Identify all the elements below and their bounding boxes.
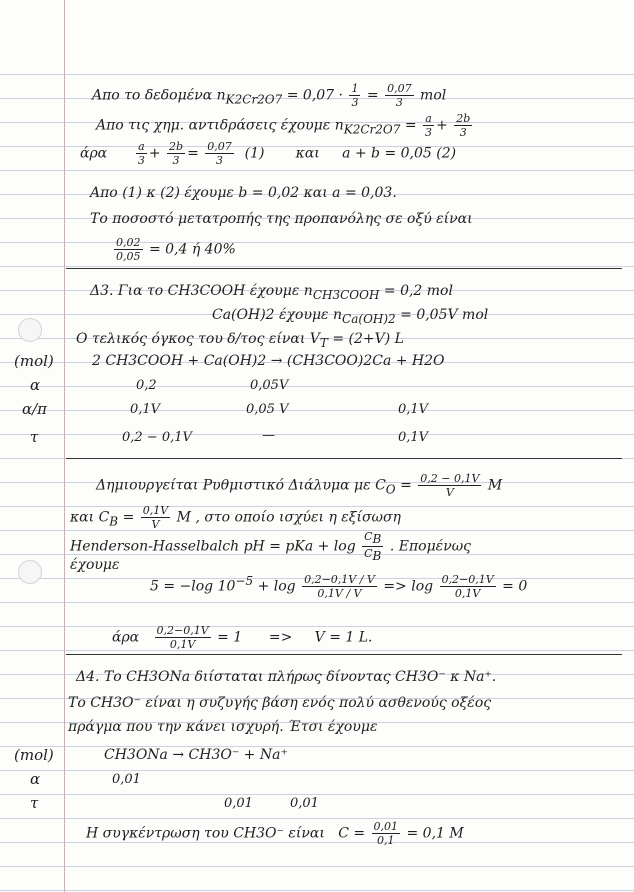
- ruled-line: [0, 866, 634, 867]
- ruled-line: [0, 386, 634, 387]
- cell: —: [262, 428, 275, 443]
- reaction-2: CH3ONa → CH3O⁻ + Na⁺: [104, 747, 288, 763]
- cell: 0,05V: [250, 378, 289, 393]
- line-4: Απο (1) κ (2) έχουμε b = 0,02 και a = 0,03.: [90, 185, 397, 201]
- ruled-line: [0, 266, 634, 267]
- ruled-line: [0, 170, 634, 171]
- buffer-line-2: και $C_B$ = $\frac{0,1V}{V}$ M , στο οποίο ισχύει η εξίσωση: [70, 504, 401, 531]
- cell: 0,1V: [398, 430, 429, 445]
- line-6: $\frac{0,02}{0,05}$ = 0,4 ή 40%: [116, 236, 236, 263]
- separator: [66, 268, 622, 269]
- margin-line: [64, 0, 65, 892]
- punch-hole: [18, 318, 42, 342]
- cell: 0,2: [136, 378, 157, 393]
- row-label-a: α: [30, 376, 41, 394]
- cell: 0,05 V: [246, 402, 289, 417]
- line-2: Απο τις χημ. αντιδράσεις έχουμε $n_{K2Cr2O7}$ = $\frac{a}{3}$ + $\frac{2b}{3}$: [96, 112, 471, 139]
- row-label-a: α: [30, 770, 41, 788]
- buffer-line-4: έχουμε: [70, 557, 120, 573]
- buffer-equation: 5 = −log $10^{-5} + \log$ $\frac{0,2-0,1V / V}{0,1V / V}$ => log $\frac{0,2-0,1V}{0,1V}$ = 0: [150, 573, 528, 601]
- separator: [66, 458, 622, 459]
- cell: 0,1V: [398, 402, 429, 417]
- cell: 0,2 − 0,1V: [122, 430, 192, 445]
- separator: [66, 654, 622, 655]
- punch-hole: [18, 560, 42, 584]
- ruled-line: [0, 746, 634, 747]
- cell: 0,01: [224, 796, 253, 811]
- d3-line-1: Δ3. Για το CH3COOH έχουμε $n_{CH3COOH} = 0,2$ mol: [90, 283, 453, 302]
- buffer-line-1: Δημιουργείται Ρυθμιστικό Διάλυμα με $C_O$ = $\frac{0,2 - 0,1V}{V}$ M: [96, 472, 503, 499]
- ruled-line: [0, 818, 634, 819]
- reaction-1: 2 CH3COOH + Ca(OH)2 → (CH3COO)2Ca + H2O: [92, 353, 445, 369]
- buffer-line-3: Henderson-Hasselbalch pH = pKa + log $\frac{C_B}{C_B}$ . Επομένως: [70, 530, 471, 564]
- d4-line-1: Δ4. Το CH3ONa διίσταται πλήρως δίνοντας CH3O⁻ κ Na⁺.: [76, 669, 497, 685]
- mol-label: (mol): [14, 746, 54, 764]
- d4-line-3: πράγμα που την κάνει ισχυρή. Έτσι έχουμε: [68, 719, 378, 735]
- line-1: Απο το δεδομένα $n_{K2Cr2O7} = 0,07$ · $\frac{1}{3}$ = $\frac{0,07}{3}$ mol: [92, 82, 447, 109]
- mol-label: (mol): [14, 352, 54, 370]
- d3-line-2: Ca(OH)2 έχουμε $n_{Ca(OH)2} = 0,05V$ mol: [212, 307, 489, 326]
- ruled-line: [0, 890, 634, 891]
- d3-line-3: Ο τελικός όγκος του δ/τος είναι $V_T = (2+V)$ L: [76, 331, 404, 350]
- row-label-t: τ: [30, 428, 39, 446]
- cell: 0,01: [112, 772, 141, 787]
- line-3: άρα $\frac{a}{3}$ + $\frac{2b}{3}$ = $\frac{0,07}{3}$ (1) και a + b = 0,05 (2): [80, 140, 457, 167]
- line-5: Το ποσοστό μετατροπής της προπανόλης σε οξύ είναι: [90, 211, 473, 227]
- row-label-t: τ: [30, 794, 39, 812]
- ruled-line: [0, 770, 634, 771]
- final-line: Η συγκέντρωση του CH3O⁻ είναι C = $\frac{0,01}{0,1}$ = 0,1 M: [86, 820, 464, 847]
- ruled-line: [0, 794, 634, 795]
- ruled-line: [0, 434, 634, 435]
- d4-line-2: Το CH3O⁻ είναι η συζυγής βάση ενός πολύ ασθενούς οξέος: [68, 695, 492, 711]
- cell: 0,01: [290, 796, 319, 811]
- buffer-result: άρα $\frac{0,2-0,1V}{0,1V}$ = 1 => V = 1 L.: [112, 624, 373, 651]
- ruled-line: [0, 602, 634, 603]
- cell: 0,1V: [130, 402, 161, 417]
- row-label-an: α/π: [22, 400, 48, 418]
- ruled-line: [0, 242, 634, 243]
- ruled-line: [0, 74, 634, 75]
- ruled-line: [0, 410, 634, 411]
